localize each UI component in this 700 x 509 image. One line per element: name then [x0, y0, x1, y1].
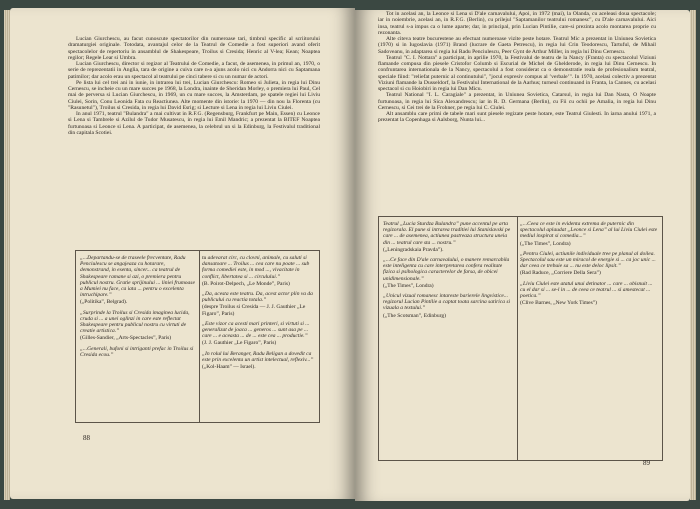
quotes-column-1	[383, 217, 518, 460]
quote-source: („The Times”, Londra)	[520, 240, 571, 247]
paragraph: Alt ansamblu care primi de tabele mari sunt piesele regizate peste hotare, este Teatrul Giulesti. In iarna anului 1971, a prezentat la Copenhaga si Aalsborg, Nunta lui...	[378, 111, 656, 124]
right-body-text	[378, 11, 656, 124]
right-quotes-box	[378, 216, 663, 461]
quote-source: (Gilles-Sandier, „Arts-Spectacles”, Paris)	[80, 335, 172, 342]
quote-text: „Surprinde la Troilus si Cresida imaginea lucida, cruda si ... a unei oglinzi in care este reflectat Shakespeare pentru publicul nostru cu virtuti de creatie artistica.”	[80, 309, 190, 335]
quote-source: (despre Troilus si Cresida — J. J. Gauthier „Le Figaro”, Paris)	[202, 304, 306, 317]
right-page-edge	[690, 10, 696, 500]
quote-text: „...Ceea ce este in evidenta extrema de puternic din spectacolul aplaudat „Leonce si Lena” al lui Liviu Ciulei este mediul inspirat si comedia...”	[520, 221, 658, 240]
quote-text: „Unicul vizual romanesc intareste barierele lingvistice... regizorul Lucian Pintilie a captat toata sarcina satirica si vizuala a textului.”	[383, 293, 511, 312]
page-number-right: 89	[643, 459, 650, 467]
quote-source: (Rad Raduce, „Corriere Della Sera”)	[520, 270, 601, 277]
quote-source: („Politika”, Belgrad).	[80, 299, 128, 306]
paragraph: Pe lista lui cel trei ani in iunie, in intrarea lui trei, Lucian Giurchescu: Romeo si Julieta, in regia lui Dinu Cernescu, se incheie cu un mare succes pe 1968, la Londra, inainte de Sheridan Morley, o premiera lui Paul, Cel mai de perversa si Lucian Giurchescu, in 1969, un cu mare succes, la Amsterdam, pe spatele regiei lui Liviu Ciulei, Sorin, Conu Leonida Fata cu Reactiunea. Alte momente din istorie: la 1970 — din nou la Florenta (cu "Rasunetul"), Troilus si Cresida, in regia lui David Esrig; si Lecture si Lena in regia lui Liviu Ciulei.	[68, 79, 320, 111]
quote-text: „Da, acesta este teatru. Da, acest actor plin va da publicului cu reactia totala.”	[202, 291, 313, 304]
quote-source: („The Times”, Londra)	[383, 282, 434, 289]
quote-text: „...Generali, bufoni si intriganti prefac in Troilus si Cresida ecou.”	[80, 345, 194, 358]
quote-source: (J. J. Gauthier „Le Figaro”, Paris)	[202, 340, 277, 347]
left-quotes-box	[75, 250, 320, 423]
paragraph: Teatrul National "I. L. Caragiale" a prezentat, in Uniunea Sovietica, Catarsul, in regia lui Dan Nasta, O Noapte furtunoasa, in regia lui Sica Alexandrescu; iar in R. D. Germana (Berlin), cu Fii cu ochii pe Amalia, in regia lui Dinu Cernescu, si Cei trei de la Frohner, pe regia lui C. Ciulei.	[378, 92, 656, 111]
paragraph: Lucian Giurchescu, au facut cunoscute spectatorilor din numeroase tari, timbrul specific al scriitorului dramaturgiei originale. Totodata, avantajul celor de la Teatrul de Comedie a fost superiori avand oferit spectacolelor de repertoriu in ansamblul de Shakespeare, Troilus si Cresida; Henric al V-lea; Kean; Noaptea regilor; Regele Lear si Umbra.	[68, 36, 320, 61]
quote-text: „Este vizor ca acesti mari printeri, si virtuti si ... generalizat de joaca ... generos ... sunt asa pe ... care ... e aceasta ... de ... este cea ... productie.”	[202, 320, 310, 340]
quote-text: „...Departandu-se de traseele frecventate, Radu Penciulescu se angajeaza cu hotarare, demonstrand, in esenta, sincer... ca teatrul de Shakespeare ramane si azi, o premiera pentru publicul nostru. Gratie sprijinului ... liniei frumoase a Mumiei nu face, ca iata ... pentru o excelenta intruchipare.”	[80, 255, 195, 299]
quote-text: tu adevarat circ, cu clovni, animale, cu saluti si dansatoare ... Troilus ... cea care nu poate ... sub forma comediei este, in mod ..., vivacitate in conflict, libertatea si ... circulului.”	[202, 255, 310, 280]
quote-text: Teatrul „Lucia Sturdza Bulandra” pune accentul pe arta regizorala. El pune si intrarea traditiei lui Stanislavski pe care ... de asemenea, actiunea pastreaza structura uneia din ... teatrul care sta ... nostru.”	[383, 221, 511, 246]
quote-source: („Leningradskaia Pravda”).	[383, 246, 444, 253]
quote-source: (Clive Barnes, „New York Times”)	[520, 300, 597, 307]
quotes-column-1	[80, 251, 200, 422]
paragraph: In anul 1971, teatrul "Bulandra" a mai cultivat in R.F.G. (Regensburg, Frankfurt pe Main, Essen) cu Leonce si Lena si Tambrele si Azilul de Tudor Musatescu, in regia lui Emil Mandric; a prezentat la BITEF Noaptea furtunoasa si Leonce si Lena. A participat, de asemenea, la celebrul un si la Edinburg, la Festivalul traditional din capitala Scotiei.	[68, 111, 320, 136]
quotes-column-2	[202, 251, 314, 422]
quote-source: (B. Poirot-Delpech, „Le Monde”, Paris)	[202, 280, 290, 287]
quote-source: („Kol-Haam” — Israel).	[202, 364, 256, 371]
paragraph: Alte citeva teatre bucurestene au efectuat numeroase vizite peste hotare. Teatrul Mic a prezentat in Uniunea Sovietica (1970) si in Iugoslavia (1971) Brand (lucrare de Gaeta Petrescu), in regia lui Crin Teodorescu, Tartuful, de Mihail Sadoveanu, in adaptarea si regia lui Radu Penciulescu, Peer Gynt de Arthur Miller, in regia lui Dinu Cernescu.	[378, 36, 656, 55]
page-number-left: 88	[83, 434, 90, 442]
paragraph: Teatrul "C. I. Nottara" a participat, in aprilie 1970, la Festivalul de teatru de la Nancy (Franta) cu spectacolul Viziuni flamande compusa din piesele Cristofor Columb si Escurial de Michel de Ghelderode, in regia lui Dinu Cernescu. In confruntarea internationala de la Nancy, spectacolul a fost considerat ca o demonstratie reala de profesionalism teatral, speciale fiind: "reliefat puternic al continutului", "jocul expresiv compus al ’verbale’". In 1970, acelasi colectiv a prezentat Viziuni flamande la Dusseldorf, la Festivalul International de la Aarhus; turneul continuand in Franta, la Cannes, cu acelasi spectacol si cu Hoiobiri in regia lui Dan Micu.	[378, 54, 656, 92]
quote-source: („The Scotsman”, Edinburg)	[383, 312, 446, 319]
quote-text: „Liviu Ciulei este atatul unui detinator ... care ... obisnuit ... cu el dar si ... se-l in ... de ceea ce teatrul ... si amestecat ... poetica.”	[520, 280, 653, 300]
quote-text: „...Ce face din D'ale carnavalului, o manere remarcabila este inteligenta cu care interpretarea confera realitate fizica si psihologica caracterelor de farsa, de obicei unidimensionale.”	[383, 257, 510, 282]
quotes-column-2	[520, 217, 658, 460]
left-body-text	[68, 36, 320, 136]
quote-text: „Pentru Ciulei, actiunile individuale tree pe planul al doilea. Spectacolul sau este un miracol de energie si ... ca joc unic ... dar ceea ce trebuie sa ... nu este deloc lipsit.”	[520, 250, 656, 270]
paragraph: Tot in acelasi an, la Leonce si Lena si D'ale carnavalului, Apoi, in 1972 (mai), la Olanda, cu aceleasi doua spectacole; iar in noiembrie, acelasi an, in R.F.G. (Berlin), cu prilejul "Saptamanilor teatrului romanesc", cu D'ale carnavalului. Aici insa, teatrul s-a impus ca o lume aparte; dar, in principal, prin Lucian Pintilie, care-si prezinta acolo montarea proprie cu rezonanta.	[378, 11, 656, 36]
paragraph: Lucian Giurchescu, director si regizor al Teatrului de Comedie, a facut, de asemenea, in primul an, 1970, o serie de reprezentatii in Anglia, tara de origine a cuiva care n-a ajuns acolo nici cu Andorra nici cu Saptamana patimilor; dar acolo erau un spectacol al teatrului pe cinci tabere si cu un numar de actori.	[68, 61, 320, 80]
quote-text: „In rolul lui Beranger, Radu Beligan a dovedit ca este prin excelenta un artist intelectual, reflexiv...”	[202, 350, 314, 363]
